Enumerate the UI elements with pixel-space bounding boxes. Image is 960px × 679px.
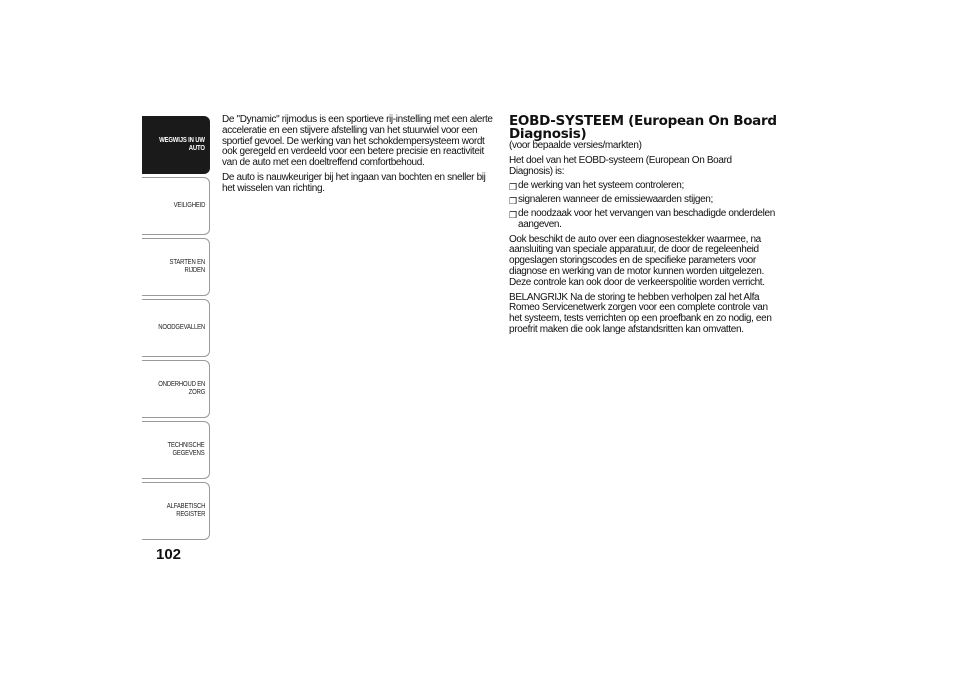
tab-technische-gegevens[interactable] — [142, 421, 210, 479]
section-heading: EOBD-SYSTEEM (European On Board Diagnosis) — [509, 113, 777, 142]
page-number: 102 — [156, 546, 182, 563]
right-column — [509, 115, 777, 340]
section-subheading: (voor bepaalde versies/markten) — [509, 140, 642, 151]
list-item — [509, 209, 777, 231]
list-item-text: de werking van het systeem controleren; — [518, 180, 684, 192]
list-item-text: de noodzaak voor het vervangen van beschadigde onderdelen aangeven. — [518, 207, 775, 230]
list-item — [509, 195, 777, 206]
tab-onderhoud-en-zorg[interactable] — [142, 360, 210, 418]
list-item-text: signaleren wanneer de emissiewaarden stijgen; — [518, 194, 713, 206]
tab-starten-en-rijden[interactable] — [142, 238, 210, 296]
intro-paragraph: Het doel van het EOBD-systeem (European On Board Diagnosis) is: — [509, 154, 732, 177]
tab-veiligheid[interactable] — [142, 177, 210, 235]
checkbox-bullet-icon: ❒ — [509, 182, 517, 193]
tab-wegwijs-in-uw-auto[interactable] — [142, 116, 210, 174]
tab-alfabetisch-register[interactable] — [142, 482, 210, 540]
tab-label: ONDERHOUD EN ZORG — [158, 381, 205, 396]
paragraph-cornering: De auto is nauwkeuriger bij het ingaan van bochten en sneller bij het wisselen van richting. — [222, 171, 486, 194]
tab-label: TECHNISCHE GEGEVENS — [168, 442, 205, 457]
tab-label: WEGWIJS IN UW AUTO — [159, 137, 205, 152]
checkbox-bullet-icon: ❒ — [509, 209, 517, 220]
important-note: BELANGRIJK Na de storing te hebben verholpen zal het Alfa Romeo Servicenetwerk zorgen voor een complete controle van het systeem, tests verrichten op een proefbank en zo nodig, een proefrit maken die ook lange afstandsritten kan omvatten. — [509, 291, 772, 335]
diagnostic-connector-paragraph: Ook beschikt de auto over een diagnosestekker waarmee, na aansluiting van speciale apparatuur, de door de regeleenheid opgeslagen storingscodes en de specifieke parameters voor diagnose en werking van de motor kunnen worden uitgelezen. Deze controle kan ook door de verkeerspolitie worden verricht. — [509, 233, 765, 288]
tab-noodgevallen[interactable] — [142, 299, 210, 357]
tab-label: ALFABETISCH REGISTER — [166, 503, 205, 518]
tab-label: VEILIGHEID — [173, 202, 205, 209]
tab-label: NOODGEVALLEN — [158, 324, 205, 331]
tab-label: STARTEN EN RIJDEN — [169, 259, 205, 274]
purpose-list — [509, 181, 777, 230]
checkbox-bullet-icon: ❒ — [509, 196, 517, 207]
left-column — [222, 115, 494, 199]
paragraph-dynamic-mode: De "Dynamic" rijmodus is een sportieve rij-instelling met een alerte acceleratie en een stijvere afstelling van het stuurwiel voor een sportief gevoel. De werking van het schokdempersysteem wordt ook geregeld en verdeeld voor een betere precisie en reactiviteit van de auto met een doeltreffend comfortbehoud. — [222, 114, 493, 169]
list-item — [509, 181, 777, 192]
